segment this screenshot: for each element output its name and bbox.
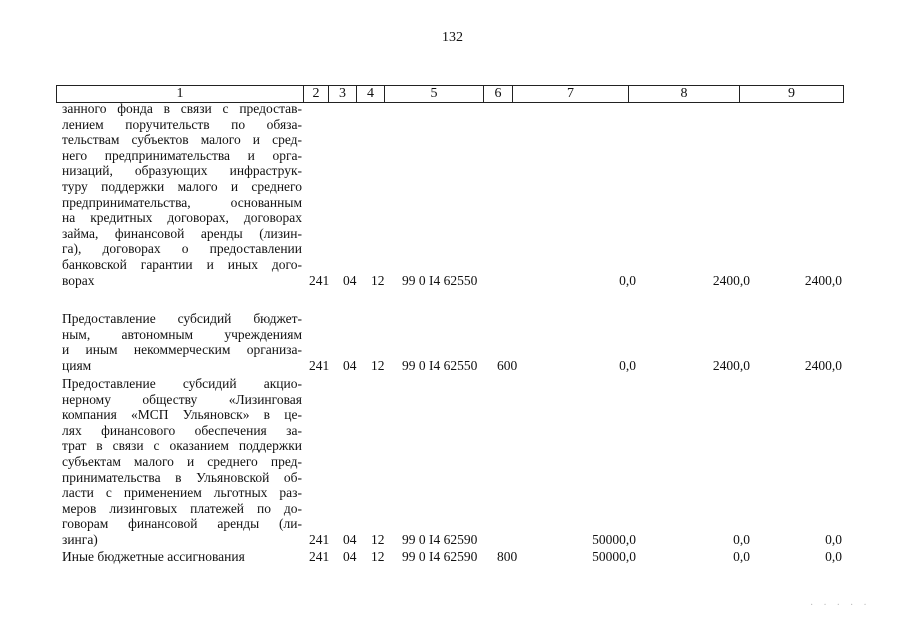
cell-col6: 600 xyxy=(497,357,518,373)
column-header-5: 5 xyxy=(385,86,484,103)
row-description xyxy=(62,101,302,288)
cell-col5: 99 0 I4 62590 xyxy=(402,549,478,564)
cell-col5: 99 0 I4 62550 xyxy=(402,272,478,288)
description-line: Иные бюджетные ассигнования xyxy=(62,549,245,564)
column-header-3: 3 xyxy=(329,86,357,103)
cell-col8: 2400,0 xyxy=(712,272,750,288)
table-row xyxy=(0,101,905,288)
cell-col2: 241 xyxy=(309,549,330,564)
table-row xyxy=(0,311,905,373)
cell-col6: 800 xyxy=(497,549,518,564)
description-line: ворах xyxy=(62,272,95,288)
description-line: трат в связи с оказанием поддержки xyxy=(62,438,302,454)
cell-col9: 0,0 xyxy=(825,549,842,564)
description-line: на кредитных договорах, договорах xyxy=(62,210,302,226)
table-row xyxy=(0,549,905,565)
column-header-1: 1 xyxy=(57,86,304,103)
description-line: предпринимательства, основанным xyxy=(62,194,302,210)
cell-col3: 04 xyxy=(343,272,357,288)
row-description xyxy=(62,376,302,548)
description-line: лением поручительств по обяза- xyxy=(62,116,302,132)
description-line: банковской гарантии и иных дого- xyxy=(62,256,302,272)
description-line: субъектам малого и среднего пред- xyxy=(62,453,302,469)
cell-col5: 99 0 I4 62550 xyxy=(402,357,478,373)
cell-col2: 241 xyxy=(309,272,330,288)
column-header-7: 7 xyxy=(513,86,629,103)
cell-col4: 12 xyxy=(371,532,385,547)
cell-col9: 2400,0 xyxy=(804,272,842,288)
cell-col7: 50000,0 xyxy=(592,549,636,564)
cell-col4: 12 xyxy=(371,549,385,564)
description-line: занного фонда в связи с предостав- xyxy=(62,101,302,116)
description-line: говорам финансовой аренды (ли- xyxy=(62,516,302,532)
cell-col8: 0,0 xyxy=(733,549,750,564)
cell-col3: 04 xyxy=(343,357,357,373)
table-row xyxy=(0,376,905,548)
cell-col7: 50000,0 xyxy=(592,532,636,547)
cell-col8: 2400,0 xyxy=(712,357,750,373)
description-line: займа, финансовой аренды (лизин- xyxy=(62,225,302,241)
cell-col9: 2400,0 xyxy=(804,357,842,373)
cell-col7: 0,0 xyxy=(619,357,636,373)
column-header-2: 2 xyxy=(304,86,329,103)
description-line: нерному обществу «Лизинговая xyxy=(62,391,302,407)
description-line: меров лизинговых платежей по до- xyxy=(62,500,302,516)
cell-col9: 0,0 xyxy=(825,532,842,547)
cell-col3: 04 xyxy=(343,549,357,564)
cell-col2: 241 xyxy=(309,532,330,547)
description-line: низаций, образующих инфраструк- xyxy=(62,163,302,179)
description-line: Предоставление субсидий бюджет- xyxy=(62,311,302,326)
description-line: ным, автономным учреждениям xyxy=(62,326,302,342)
description-line: и иным некоммерческим организа- xyxy=(62,342,302,358)
column-header-9: 9 xyxy=(740,86,844,103)
description-line: Предоставление субсидий акцио- xyxy=(62,376,302,391)
description-line: циям xyxy=(62,357,92,373)
column-header-6: 6 xyxy=(484,86,513,103)
description-line: него предпринимательства и орга- xyxy=(62,147,302,163)
description-line: туру поддержки малого и среднего xyxy=(62,178,302,194)
page-number: 132 xyxy=(442,30,463,45)
cell-col4: 12 xyxy=(371,272,385,288)
description-line: тельствам субъектов малого и сред- xyxy=(62,132,302,148)
row-description xyxy=(62,549,302,565)
cell-col3: 04 xyxy=(343,532,357,547)
cell-col7: 0,0 xyxy=(619,272,636,288)
column-header-8: 8 xyxy=(629,86,740,103)
description-line: компания «МСП Ульяновск» в це- xyxy=(62,407,302,423)
cell-col8: 0,0 xyxy=(733,532,750,547)
description-line: ласти с применением льготных раз- xyxy=(62,485,302,501)
cell-col4: 12 xyxy=(371,357,385,373)
description-line: лях финансового обеспечения за- xyxy=(62,422,302,438)
description-line: зинга) xyxy=(62,531,98,547)
description-line: га), договорах о предоставлении xyxy=(62,241,302,257)
cell-col5: 99 0 I4 62590 xyxy=(402,532,478,547)
cell-col2: 241 xyxy=(309,357,330,373)
description-line: принимательства в Ульяновской об- xyxy=(62,469,302,485)
row-description xyxy=(62,311,302,373)
scan-artifact: ····· xyxy=(810,600,877,611)
column-header-4: 4 xyxy=(357,86,385,103)
